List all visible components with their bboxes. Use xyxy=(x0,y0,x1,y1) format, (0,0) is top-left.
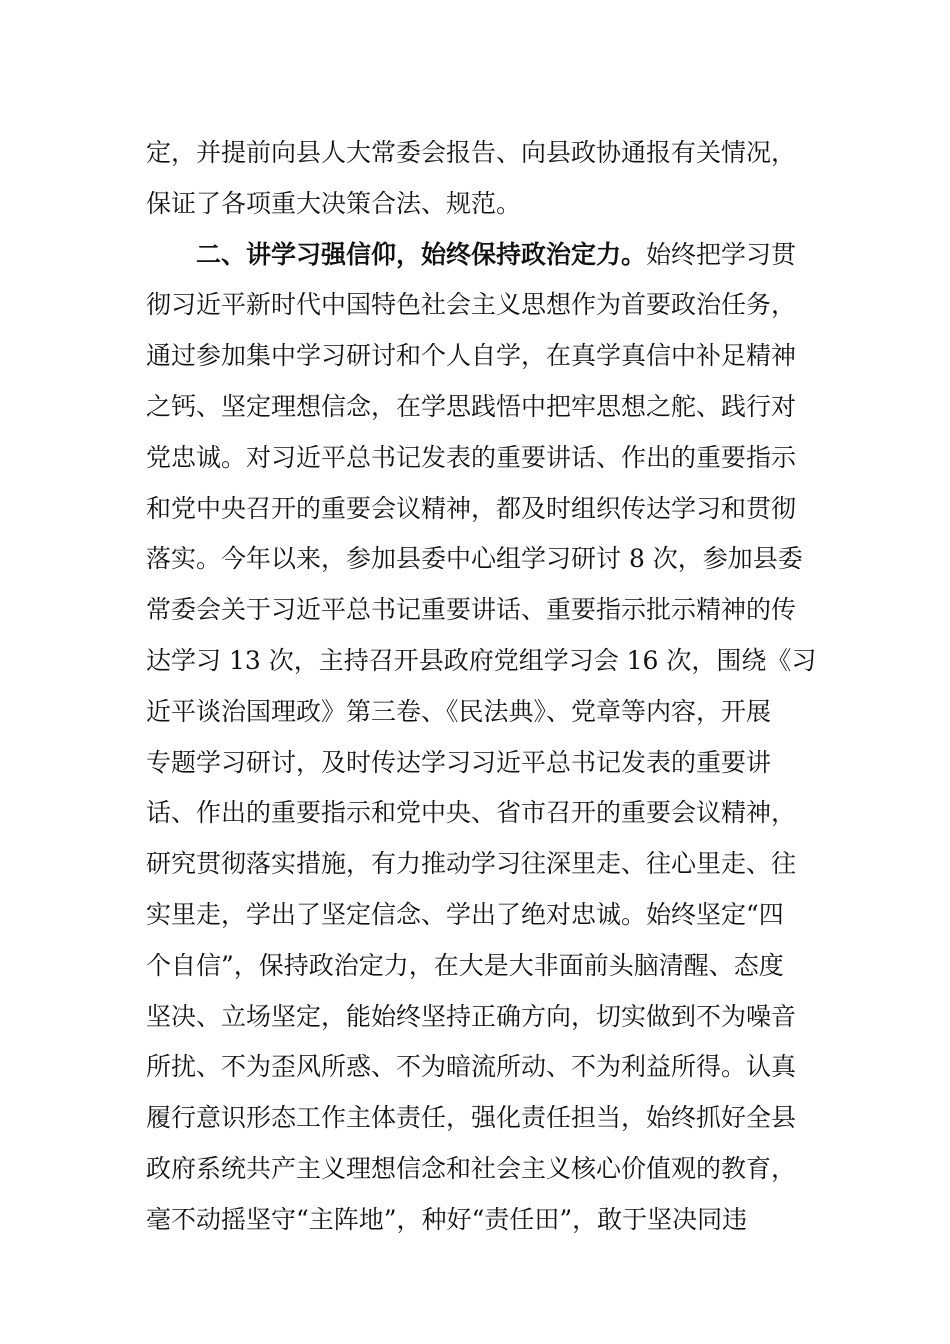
text-line-18: 坚决、立场坚定，能始终坚持正确方向，切实做到不为噪音 xyxy=(146,1001,797,1031)
text-line-15: 研究贯彻落实措施，有力推动学习往深里走、往心里走、往 xyxy=(146,849,797,879)
text-line-11: 达学习 13 次，主持召开县政府党组学习会 16 次，围绕《习 xyxy=(146,645,817,675)
text-line-5: 通过参加集中学习研讨和个人自学，在真学真信中补足精神 xyxy=(146,341,797,371)
text-line-6: 之钙、坚定理想信念，在学思践悟中把牢思想之舵、践行对 xyxy=(146,391,797,421)
text-line-14: 话、作出的重要指示和党中央、省市召开的重要会议精神， xyxy=(146,798,797,828)
text-line-20: 履行意识形态工作主体责任，强化责任担当，始终抓好全县 xyxy=(146,1103,797,1133)
text-line-12: 近平谈治国理政》第三卷、《民法典》、党章等内容，开展 xyxy=(146,696,772,726)
text-line-8: 和党中央召开的重要会议精神，都及时组织传达学习和贯彻 xyxy=(146,493,797,523)
text-line-1: 定，并提前向县人大常委会报告、向县政协通报有关情况， xyxy=(146,138,797,167)
text-line-16: 实里走，学出了坚定信念、学出了绝对忠诚。始终坚定“四 xyxy=(146,899,784,929)
text-line-2: 保证了各项重大决策合法、规范。 xyxy=(146,188,522,218)
text-line-13: 专题学习研讨，及时传达学习习近平总书记发表的重要讲 xyxy=(146,747,772,777)
text-line-4: 彻习近平新时代中国特色社会主义思想作为首要政治任务， xyxy=(146,290,797,320)
section-heading-continuation: 始终把学习贯 xyxy=(646,239,797,269)
text-line-9: 落实。今年以来，参加县委中心组学习研讨 8 次，参加县委 xyxy=(146,544,803,574)
document-body xyxy=(146,128,817,1246)
text-line-10: 常委会关于习近平总书记重要讲话、重要指示批示精神的传 xyxy=(146,595,797,625)
section-heading: 二、讲学习强信仰，始终保持政治定力。 xyxy=(196,239,647,269)
text-line-17: 个自信”，保持政治定力，在大是大非面前头脑清醒、态度 xyxy=(146,950,784,980)
text-line-21: 政府系统共产主义理想信念和社会主义核心价值观的教育， xyxy=(146,1153,797,1183)
text-line-19: 所扰、不为歪风所惑、不为暗流所动、不为利益所得。认真 xyxy=(146,1052,797,1082)
text-line-22: 毫不动摇坚守“主阵地”，种好“责任田”，敢于坚决同违 xyxy=(146,1204,748,1234)
text-line-7: 党忠诚。对习近平总书记发表的重要讲话、作出的重要指示 xyxy=(146,442,797,472)
section-heading-line xyxy=(146,230,806,281)
